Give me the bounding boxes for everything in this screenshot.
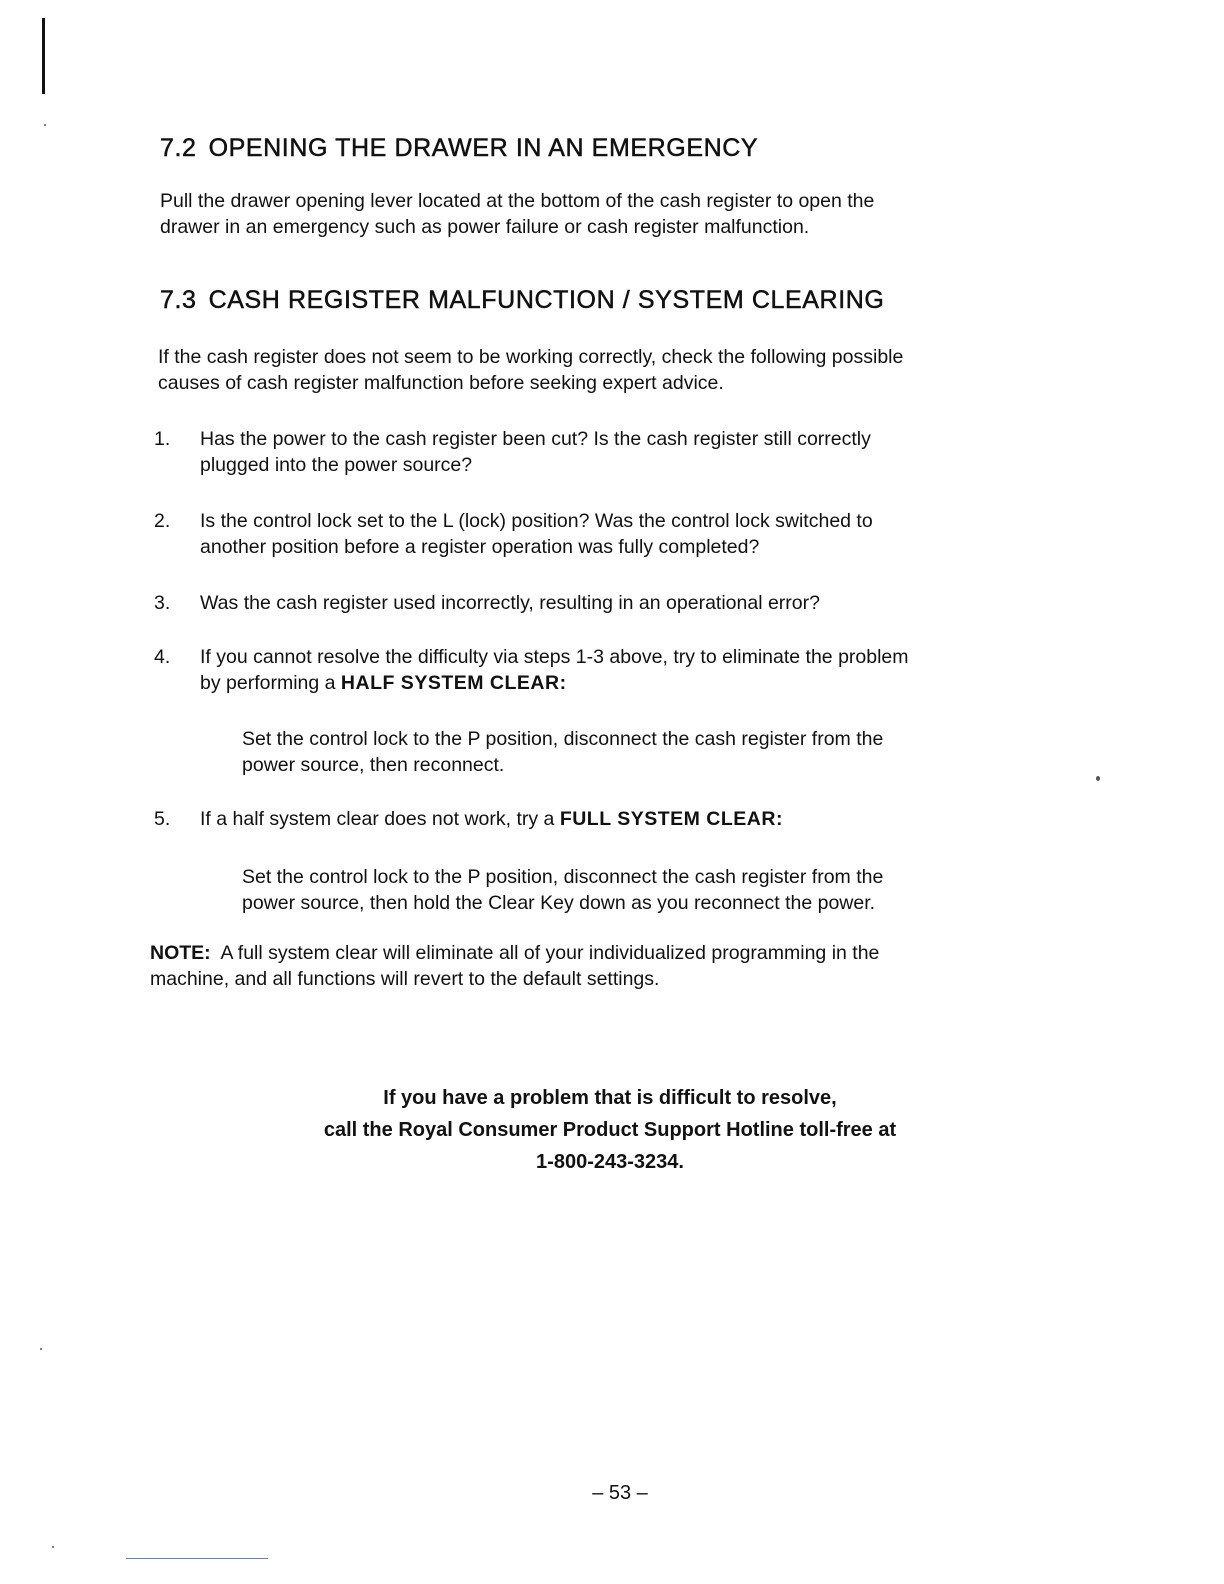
paragraph-line: drawer in an emergency such as power failure or cash register malfunction. — [160, 216, 810, 238]
list-item-line: another position before a register operation was fully completed? — [200, 536, 760, 558]
paragraph-line: If the cash register does not seem to be working correctly, check the following possible — [158, 346, 904, 368]
support-callout — [200, 1082, 1020, 1178]
scan-speck — [52, 1546, 54, 1548]
scan-speck — [40, 1348, 42, 1350]
note-paragraph — [150, 940, 879, 992]
instruction-line: Set the control lock to the P position, disconnect the cash register from the — [242, 728, 884, 750]
list-item-line — [200, 806, 783, 832]
bottom-rule — [126, 1558, 268, 1559]
list-item-3 — [154, 590, 820, 616]
list-item-number: 1. — [154, 428, 171, 450]
note-label: NOTE: — [150, 942, 211, 964]
callout-line: If you have a problem that is difficult to resolve, — [383, 1087, 837, 1109]
list-item-number: 2. — [154, 510, 171, 532]
list-item-line-text: by performing a — [200, 672, 336, 694]
instruction-line: power source, then hold the Clear Key down as you reconnect the power. — [242, 892, 876, 914]
instruction-line: power source, then reconnect. — [242, 754, 505, 776]
list-item-1 — [154, 426, 871, 478]
list-item-line: Was the cash register used incorrectly, resulting in an operational error? — [200, 592, 820, 614]
list-item-line: Is the control lock set to the L (lock) position? Was the control lock switched to — [200, 510, 873, 532]
list-item-line: Has the power to the cash register been cut? Is the cash register still correctly — [200, 428, 871, 450]
scan-speck — [44, 124, 46, 126]
scan-margin-mark — [42, 18, 45, 94]
full-system-clear-instructions — [242, 864, 883, 916]
paragraph-line: Pull the drawer opening lever located at the bottom of the cash register to open the — [160, 190, 875, 212]
list-item-text — [200, 590, 820, 616]
list-item-number: 5. — [154, 808, 171, 830]
section-7-3-heading — [160, 286, 884, 315]
list-item-line: If you cannot resolve the difficulty via steps 1-3 above, try to eliminate the problem — [200, 646, 909, 668]
list-item-text — [200, 508, 873, 560]
note-line — [150, 940, 879, 966]
list-item-5 — [154, 806, 783, 832]
callout-line: call the Royal Consumer Product Support Hotline toll-free at — [323, 1119, 897, 1141]
half-system-clear-instructions — [242, 726, 883, 778]
note-text: A full system clear will eliminate all of your individualized programming in the — [220, 942, 880, 964]
section-title: OPENING THE DRAWER IN AN EMERGENCY — [208, 134, 759, 162]
section-number: 7.3 — [160, 286, 197, 314]
list-item-line — [200, 670, 909, 696]
list-item-text — [200, 806, 783, 832]
page-number: – 53 – — [592, 1482, 648, 1504]
section-7-2-paragraph — [160, 188, 874, 240]
list-item-line-text: If a half system clear does not work, try a — [200, 808, 555, 830]
half-system-clear-label: HALF SYSTEM CLEAR: — [340, 672, 567, 694]
list-item-text — [200, 426, 871, 478]
support-phone-number: 1-800-243-3234. — [536, 1151, 684, 1173]
list-item-number: 4. — [154, 646, 171, 668]
list-item-4 — [154, 644, 909, 696]
note-line: machine, and all functions will revert to the default settings. — [150, 968, 660, 990]
instruction-line: Set the control lock to the P position, disconnect the cash register from the — [242, 866, 884, 888]
section-7-3-intro — [158, 344, 903, 396]
list-item-number: 3. — [154, 592, 171, 614]
section-number: 7.2 — [160, 134, 197, 162]
list-item-2 — [154, 508, 873, 560]
full-system-clear-label: FULL SYSTEM CLEAR: — [559, 808, 783, 830]
paragraph-line: causes of cash register malfunction before seeking expert advice. — [158, 372, 724, 394]
section-title: CASH REGISTER MALFUNCTION / SYSTEM CLEARING — [208, 286, 885, 314]
section-7-2-heading — [160, 134, 758, 163]
scan-speck — [1096, 776, 1100, 781]
list-item-text — [200, 644, 909, 696]
list-item-line: plugged into the power source? — [200, 454, 473, 476]
